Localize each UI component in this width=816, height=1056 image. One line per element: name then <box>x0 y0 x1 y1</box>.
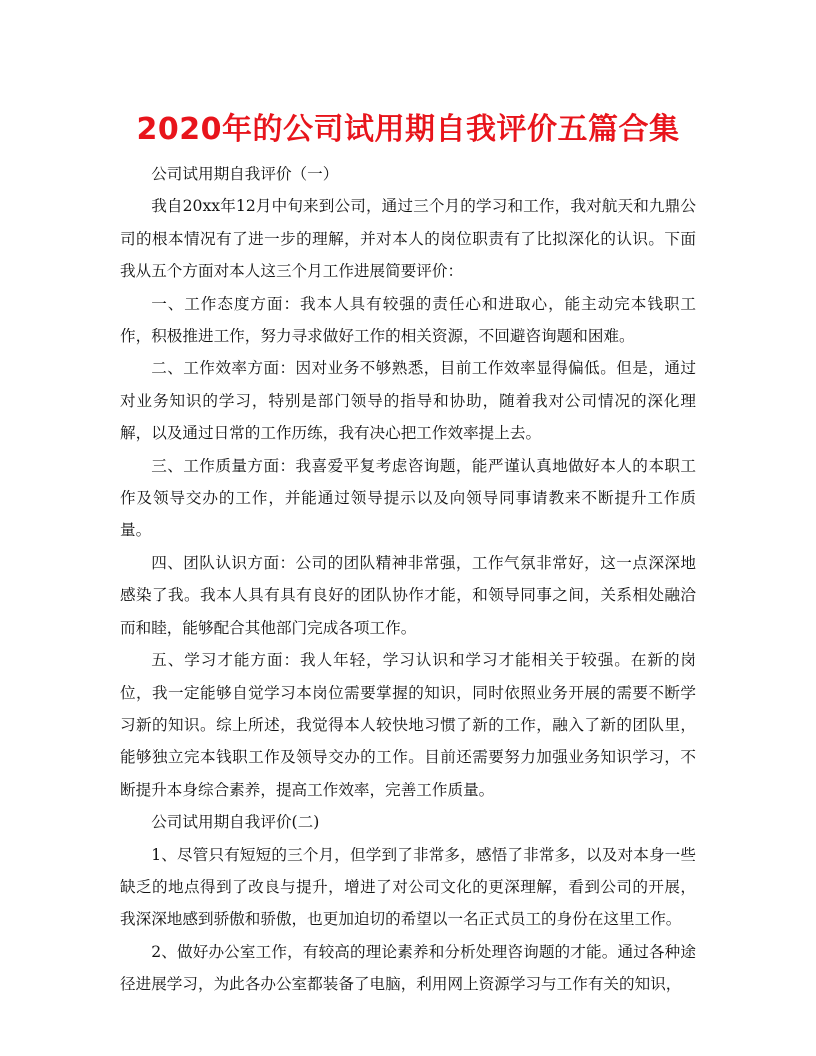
paragraph-quality: 三、工作质量方面：我喜爱平复考虑咨询题，能严谨认真地做好本人的本职工作及领导交办的工作，并能通过领导提示以及向领导同事请教来不断提升工作质量。 <box>120 456 696 540</box>
paragraph-heading-1: 公司试用期自我评价（一） <box>151 165 339 183</box>
paragraph-item-1: 1、尽管只有短短的三个月，但学到了非常多，感悟了非常多，以及对本身一些缺乏的地点得到了改良与提升，增进了对公司文化的更深理解，看到公司的开展，我深深地感到骄傲和骄傲，也更加迫切的希望以一名正式员工的身份在这里工作。 <box>120 845 696 929</box>
paragraph-heading-2: 公司试用期自我评价(二) <box>151 813 320 832</box>
paragraph-team: 四、团队认识方面：公司的团队精神非常强，工作气氛非常好，这一点深深地感染了我。我本人具有具有良好的团队协作才能，和领导同事之间，关系相处融洽而和睦，能够配合其他部门完成各项工作。 <box>120 553 696 637</box>
paragraph-efficiency: 二、工作效率方面：因对业务不够熟悉，目前工作效率显得偏低。但是，通过对业务知识的学习，特别是部门领导的指导和协助，随着我对公司情况的深化理解，以及通过日常的工作历练，我有决心把工作效率提上去。 <box>120 359 696 443</box>
document-title: 2020年的公司试用期自我评价五篇合集 <box>136 112 680 147</box>
paragraph-intro: 我自20xx年12月中旬来到公司，通过三个月的学习和工作，我对航天和九鼎公司的根本情况有了进一步的理解，并对本人的岗位职责有了比拟深化的认识。下面我从五个方面对本人这三个月工作进展简要评价： <box>120 197 696 281</box>
paragraph-attitude: 一、工作态度方面：我本人具有较强的责任心和进取心，能主动完本钱职工作，积极推进工作，努力寻求做好工作的相关资源，不回避咨询题和困难。 <box>120 294 696 346</box>
paragraph-learning: 五、学习才能方面：我人年轻，学习认识和学习才能相关于较强。在新的岗位，我一定能够自觉学习本岗位需要掌握的知识，同时依照业务开展的需要不断学习新的知识。综上所述，我觉得本人较快地习惯了新的工作，融入了新的团队里，能够独立完本钱职工作及领导交办的工作。目前还需要努力加强业务知识学习，不断提升本身综合素养，提高工作效率，完善工作质量。 <box>120 651 696 799</box>
document-body <box>120 158 696 1001</box>
paragraph-item-2: 2、做好办公室工作，有较高的理论素养和分析处理咨询题的才能。通过各种途径进展学习，为此各办公室都装备了电脑，利用网上资源学习与工作有关的知识， <box>120 942 696 994</box>
